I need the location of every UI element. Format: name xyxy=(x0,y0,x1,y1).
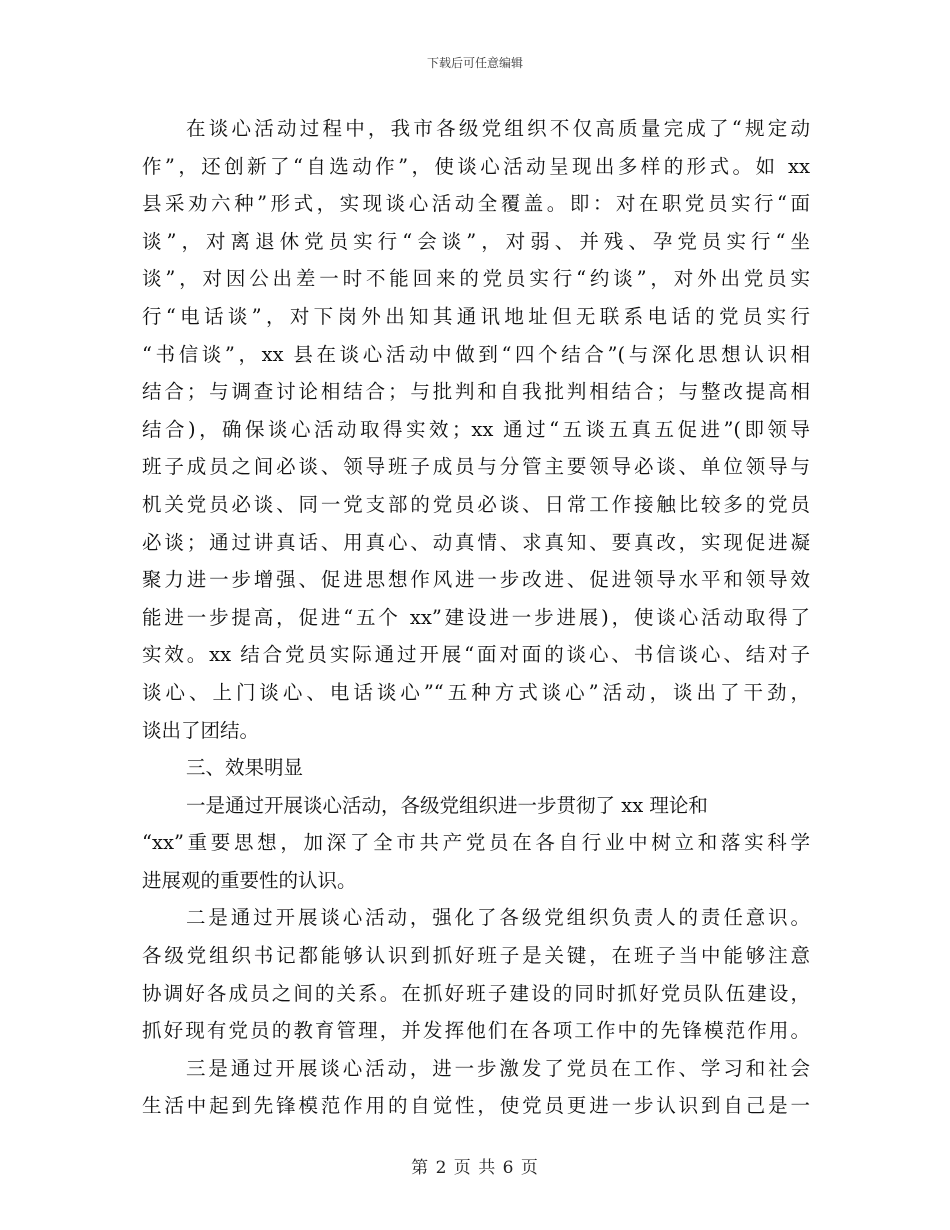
document-body xyxy=(142,110,810,1125)
paragraph-line: 结合)，确保谈心活动取得实效；xx 通过“五谈五真五促进”(即领导 xyxy=(142,417,810,441)
paragraph-line: 行“电话谈”，对下岗外出知其通讯地址但无联系电话的党员实行 xyxy=(142,304,810,328)
paragraph-line: 在谈心活动过程中，我市各级党组织不仅高质量完成了“规定动 xyxy=(186,117,810,140)
paragraph-line: 班子成员之间必谈、领导班子成员与分管主要领导必谈、单位领导与 xyxy=(142,455,810,479)
paragraph-line: 生活中起到先锋模范作用的自觉性，使党员更进一步认识到自己是一 xyxy=(142,1094,810,1118)
paragraph-line: 二是通过开展谈心活动，强化了各级党组织负责人的责任意识。 xyxy=(186,906,810,930)
paragraph-line: 机关党员必谈、同一党支部的党员必谈、日常工作接触比较多的党员 xyxy=(142,492,810,516)
paragraph-line: 进展观的重要性的认识。 xyxy=(142,868,357,892)
paragraph-line: 谈”，对因公出差一时不能回来的党员实行“约谈”，对外出党员实 xyxy=(142,267,810,291)
paragraph-line: 协调好各成员之间的关系。在抓好班子建设的同时抓好党员队伍建设， xyxy=(142,981,810,1005)
page-footer: 第 2 页 共 6 页 xyxy=(411,1158,539,1178)
paragraph-line: 结合；与调查讨论相结合；与批判和自我批判相结合；与整改提高相 xyxy=(142,380,810,404)
paragraph-line: 能进一步提高，促进“五个 xx”建设进一步进展)，使谈心活动取得了 xyxy=(142,605,810,629)
paragraph-line: 谈”，对离退休党员实行“会谈”，对弱、并残、孕党员实行“坐 xyxy=(142,229,810,253)
paragraph-line: “xx”重要思想，加深了全市共产党员在各自行业中树立和落实科学 xyxy=(142,831,810,855)
paragraph-line: 实效。xx 结合党员实际通过开展“面对面的谈心、书信谈心、结对子 xyxy=(142,643,810,667)
paragraph-line: 谈出了团结。 xyxy=(142,718,260,742)
page-header: 下载后可任意编辑 xyxy=(426,56,523,70)
paragraph-line: 聚力进一步增强、促进思想作风进一步改进、促进领导水平和领导效 xyxy=(142,568,810,592)
paragraph-line: “书信谈”，xx 县在谈心活动中做到“四个结合”(与深化思想认识相 xyxy=(142,342,810,366)
paragraph-line: 必谈；通过讲真话、用真心、动真情、求真知、要真改，实现促进凝 xyxy=(142,530,810,554)
paragraph-line: 三是通过开展谈心活动，进一步激发了党员在工作、学习和社会 xyxy=(186,1056,810,1080)
paragraph-line: 一是通过开展谈心活动，各级党组织进一步贯彻了 xx 理论和 xyxy=(186,793,708,817)
section-heading: 三、效果明显 xyxy=(186,756,304,780)
paragraph-line: 县采劝六种”形式，实现谈心活动全覆盖。即：对在职党员实行“面 xyxy=(142,192,810,216)
paragraph-line: 各级党组织书记都能够认识到抓好班子是关键，在班子当中能够注意 xyxy=(142,944,810,968)
paragraph-line: 谈心、上门谈心、电话谈心”“五种方式谈心”活动，谈出了干劲， xyxy=(142,680,810,704)
paragraph-line: 抓好现有党员的教育管理，并发挥他们在各项工作中的先锋模范作用。 xyxy=(142,1019,810,1043)
paragraph-line: 作”，还创新了“自选动作”，使谈心活动呈现出多样的形式。如 xx xyxy=(142,154,810,178)
